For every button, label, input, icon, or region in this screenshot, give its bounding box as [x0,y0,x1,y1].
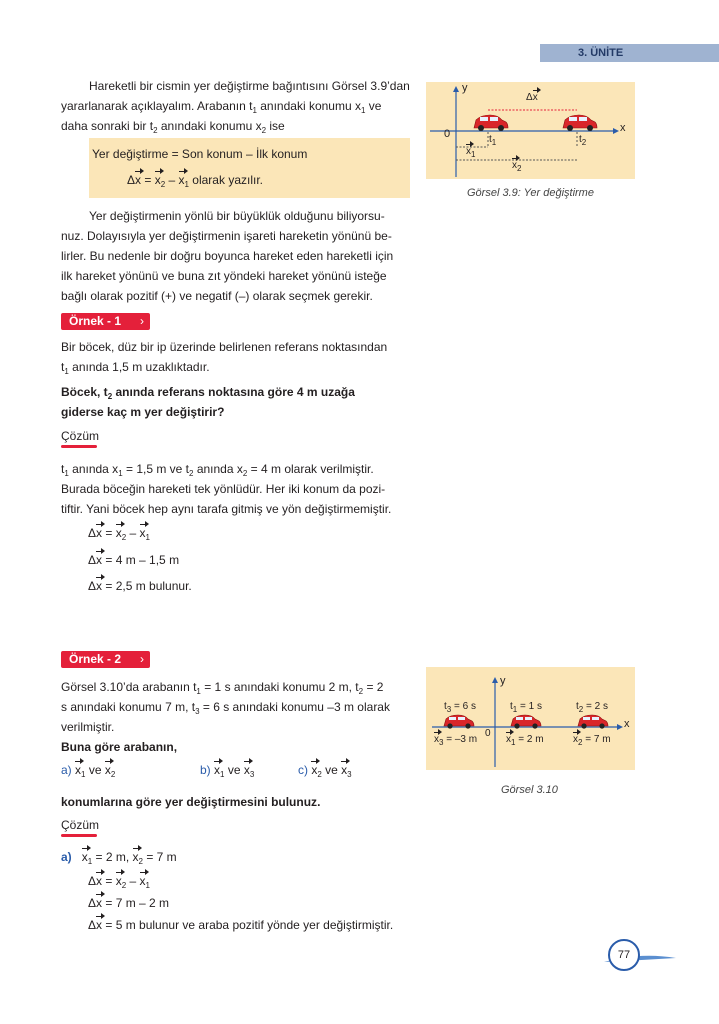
fig310-t3: $t_3 = 6$ s [444,701,476,714]
example-2-text: Görsel 3.10’da arabanın $t_1 = 1$ s anındaki konumu 2 m, $t_2 = 2$ s anındaki konumu 7 m, $t_3 = 6$ s anındaki konumu –3 m olarak verilmiştir. [61,680,390,734]
fig310-t1: $t_1 = 1$ s [510,701,542,714]
fig310-x1: $x_1 = 2$ m [506,734,544,747]
example-2-sol-line-4: Δx = 5 m bulunur ve araba pozitif yönde yer değiştirmiştir. [88,918,394,932]
example-2-sol-line-3: Δx = 7 m – 2 m [88,896,170,910]
figure-3-10-diagram [426,667,635,770]
fig39-t2: $t_2$ [579,134,587,147]
intro-paragraph: Hareketli bir cismin yer değiştirme bağıntısını Görsel 3.9’dan yararlanarak açıklayalım. Arabanın $t_1$ anındaki konumu $x_1$ ve daha sonraki bir $t_2$ anındaki konumu $x_2$ ise [61,79,410,135]
example-1-text: Bir böcek, düz bir ip üzerinde belirlenen referans noktasından $t_1$ anında 1,5 m uzaklıktadır. [61,340,388,376]
example-1-eq-3: Δx = 2,5 m bulunur. [88,579,192,593]
example-1-eq-1: $\Delta x = x_2 - x_1$ [88,526,150,542]
formula-line-2: $\Delta x = x_2 - x_1$ olarak yazılır. [127,173,263,189]
example-1-solution-text: $t_1$ anında $x_1 = 1,5$ m ve $t_2$ anında $x_2 = 4$ m olarak verilmiştir. Burada böceğin hareketi tek yönlüdür. Her iki konum da pozi- tiftir. Yani böcek hep aynı tarafa gitmiş ve yön değiştirmemiştir. [61,462,392,516]
fig310-x2: $x_2 = 7$ m [573,734,611,747]
option-a: a) $x_1$ ve $x_2$ [61,763,116,779]
fig310-t2: $t_2 = 2$ s [576,701,608,714]
fig39-delta-x: Δx [526,92,538,103]
fig39-t1: $t_1$ [489,134,497,147]
option-b: b) $x_1$ ve $x_3$ [200,763,255,779]
example-2-solution-label: Çözüm [61,818,100,832]
fig310-x3: $x_3 = -3$ m [434,734,478,747]
example-2-tail: konumlarına göre yer değiştirmesini bulunuz. [61,795,321,809]
formula-box [89,138,410,198]
car-2-icon [563,115,597,131]
example-1-badge: Örnek - 1 › [61,313,150,330]
figure-3-9-caption: Görsel 3.9: Yer değiştirme [467,187,594,199]
figure-3-10-caption: Görsel 3.10 [501,784,558,796]
fig310-origin: 0 [485,728,491,739]
example-2-sol-line-2: $\Delta x = x_2 - x_1$ [88,874,150,890]
fig310-y-label: y [500,675,506,687]
figure-3-10 [426,667,635,770]
page-number: 77 [608,939,640,971]
example-1-question: Böcek, $t_2$ anında referans noktasına göre 4 m uzağa giderse kaç m yer değiştirir? [61,385,355,419]
car-1-icon [474,115,508,131]
fig39-x2: $x_2$ [512,160,522,173]
fig39-origin: 0 [444,128,451,140]
fig310-x-label: x [624,718,630,730]
fig39-y-label: y [462,82,468,94]
option-c: c) $x_2$ ve $x_3$ [298,763,352,779]
unit-header: 3. ÜNİTE [540,44,719,62]
fig39-x-label: x [620,122,626,134]
fig39-x1: $x_1$ [466,146,476,159]
direction-paragraph: Yer değiştirmenin yönlü bir büyüklük olduğunu biliyorsu- nuz. Dolayısıyla yer değiştirmenin işareti hareketin yönünü be- lirler. Bu nedenle bir doğru boyunca hareket eden hareketli için ilk hareket yönünü ve buna zıt yöndeki hareket yönünü isteğe bağlı olarak pozitif (+) ve negatif (–) olarak seçmek gerekir. [61,209,394,303]
example-1-solution-label: Çözüm [61,429,100,443]
example-2-question: Buna göre arabanın, [61,740,178,754]
example-1-eq-2: Δx = 4 m – 1,5 m [88,553,180,567]
example-2-badge: Örnek - 2 › [61,651,150,668]
example-2-sol-line-1: a) $x_1 = 2$ m, $x_2 = 7$ m [61,850,177,866]
formula-line-1: Yer değiştirme = Son konum – İlk konum [92,147,308,161]
figure-3-9 [426,82,635,179]
